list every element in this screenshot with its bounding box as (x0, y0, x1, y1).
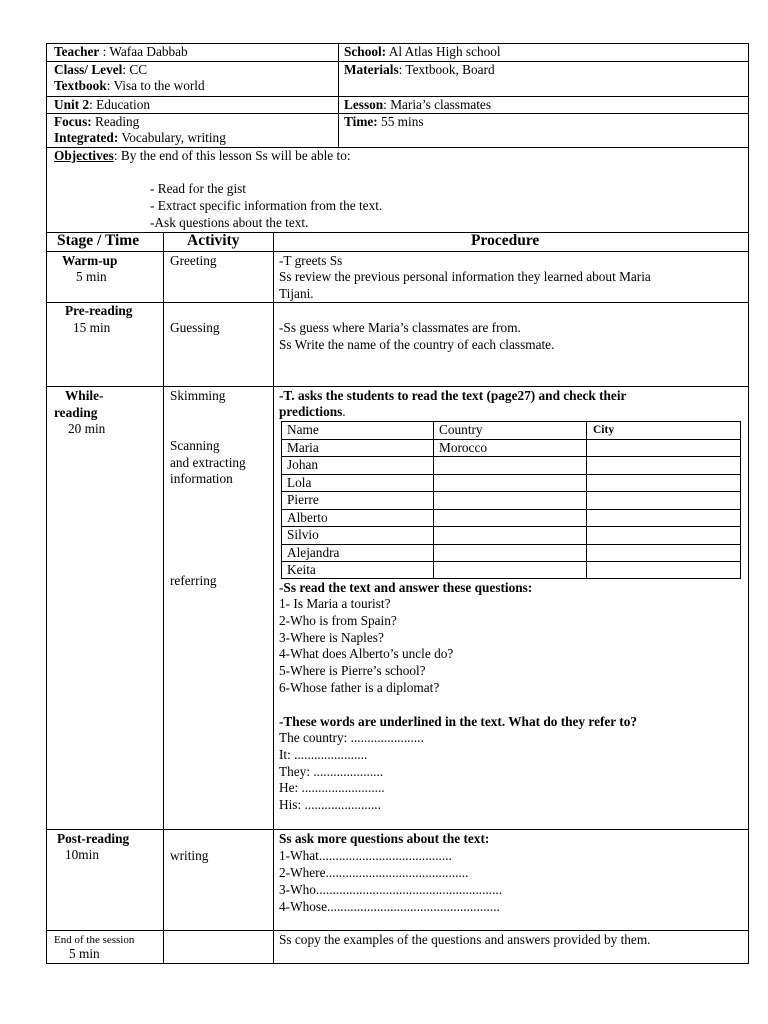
question-item: 1- Is Maria a tourist? (279, 596, 391, 611)
prereading-time: 15 min (73, 320, 111, 335)
stage-column-divider (163, 232, 164, 964)
integrated-label: Integrated: (54, 130, 119, 145)
lesson-field (344, 97, 491, 114)
table-cell: Lola (287, 474, 312, 490)
teacher-label: Teacher (54, 44, 100, 59)
activity-column-divider (273, 232, 274, 964)
prereading-stage: Pre-reading (65, 303, 133, 318)
objectives-intro: : By the end of this lesson Ss will be able to: (113, 148, 351, 163)
table-row-divider (281, 509, 741, 510)
warmup-procedure-line: Tijani. (279, 286, 314, 301)
focus-label: Focus: (54, 114, 92, 129)
table-cell: Keita (287, 562, 316, 577)
question-item: 6-Whose father is a diplomat? (279, 680, 440, 695)
table-cell: Alejandra (287, 544, 340, 560)
prereading-procedure-line: -Ss guess where Maria’s classmates are from. (279, 320, 521, 335)
integrated-field (54, 130, 226, 147)
postreading-title-text: Ss ask more questions about the text: (279, 831, 490, 846)
instruction-text: predictions (279, 404, 343, 419)
table-cell: Maria (287, 439, 319, 455)
row-divider (46, 930, 749, 931)
postreading-activity: writing (170, 848, 209, 863)
row-divider (46, 251, 749, 252)
question-item: 3-Where is Naples? (279, 629, 384, 645)
table-cell: Pierre (287, 492, 319, 507)
table-header-cell: City (593, 424, 615, 436)
table-row-divider (281, 474, 741, 475)
refer-item: It: ...................... (279, 746, 368, 762)
question-item: 2-Who is from Spain? (279, 612, 397, 628)
column-header-activity: Activity (187, 232, 240, 249)
table-row-divider (281, 561, 741, 562)
table-cell: Johan (287, 457, 319, 472)
questions-title-text: -Ss read the text and answer these questions: (279, 580, 533, 595)
whilereading-time: 20 min (68, 421, 106, 436)
warmup-procedure-line: -T greets Ss (279, 253, 343, 268)
objectives-heading (54, 148, 351, 165)
refer-item: They: ..................... (279, 763, 384, 779)
post-question-item: 3-Who........................................................ (279, 882, 503, 897)
whilereading-stage: While- (65, 388, 104, 403)
header-column-divider (338, 43, 339, 147)
table-row-divider (281, 456, 741, 457)
table-header-cell: Country (439, 422, 483, 437)
row-divider (46, 829, 749, 830)
table-column-divider (433, 421, 434, 579)
warmup-time: 5 min (76, 269, 107, 284)
school-value: Al Atlas High school (386, 44, 501, 59)
textbook-field (54, 78, 205, 95)
refer-item: He: ......................... (279, 780, 385, 796)
refer-title-text: -These words are underlined in the text. What do they refer to? (279, 714, 638, 729)
table-cell: Alberto (287, 509, 328, 525)
time-field (344, 114, 424, 131)
end-procedure: Ss copy the examples of the questions and answers provided by them. (279, 932, 651, 947)
question-item: 5-Where is Pierre’s school? (279, 663, 426, 679)
classmates-table (281, 421, 741, 579)
column-header-stage: Stage / Time (57, 232, 140, 249)
school-label: School: (344, 44, 387, 59)
materials-field (344, 62, 495, 79)
instruction-text: -T. asks the students to read the text (page27) and check their (279, 388, 627, 403)
column-header-procedure: Procedure (471, 232, 540, 249)
class-label: Class/ Level (54, 62, 123, 77)
objective-item: -Ask questions about the text. (150, 215, 309, 230)
table-row-divider (281, 544, 741, 545)
table-cell: Silvio (287, 527, 319, 542)
row-divider (46, 232, 749, 233)
materials-label: Materials (344, 62, 399, 77)
warmup-activity: Greeting (170, 253, 217, 268)
class-field (54, 62, 147, 79)
integrated-value: Vocabulary, writing (118, 130, 226, 145)
whilereading-activity: and extracting (170, 455, 246, 470)
teacher-value: : Wafaa Dabbab (99, 44, 188, 59)
postreading-title (279, 831, 489, 848)
prereading-activity: Guessing (170, 320, 220, 335)
whilereading-activity: information (170, 471, 233, 486)
row-divider (46, 302, 749, 303)
lesson-value: : Maria’s classmates (383, 97, 491, 112)
focus-field (54, 114, 139, 131)
end-stage: End of the session (54, 934, 135, 946)
postreading-stage: Post-reading (57, 831, 130, 846)
whilereading-stage: reading (54, 405, 98, 420)
post-question-item: 1-What........................................ (279, 848, 452, 863)
prereading-procedure-line: Ss Write the name of the country of each classmate. (279, 337, 555, 352)
table-row-divider (281, 439, 741, 440)
objectives-label: Objectives (54, 148, 114, 163)
postreading-time: 10min (65, 847, 99, 862)
materials-value: : Textbook, Board (398, 62, 495, 77)
table-row-divider (281, 491, 741, 492)
post-question-item: 2-Where........................................... (279, 865, 469, 880)
textbook-value: : Visa to the world (106, 78, 205, 93)
lesson-label: Lesson (344, 97, 384, 112)
warmup-procedure-line: Ss review the previous personal information they learned about Maria (279, 269, 651, 284)
unit-value: : Education (89, 97, 151, 112)
end-time: 5 min (69, 946, 100, 961)
table-header-cell: Name (287, 422, 319, 437)
whilereading-instruction (279, 404, 346, 421)
time-value: 55 mins (377, 114, 424, 129)
unit-label: Unit 2 (54, 97, 90, 112)
questions-title (279, 580, 532, 597)
textbook-label: Textbook (54, 78, 107, 93)
objective-item: - Read for the gist (150, 181, 247, 196)
unit-field (54, 97, 150, 114)
whilereading-activity: Skimming (170, 388, 226, 403)
row-divider (46, 386, 749, 387)
warmup-stage: Warm-up (62, 253, 118, 268)
teacher-field (54, 44, 188, 61)
refer-item: His: ....................... (279, 797, 381, 813)
whilereading-activity: Scanning (170, 438, 220, 453)
table-cell: Morocco (439, 439, 487, 455)
instruction-end: . (342, 404, 346, 419)
school-field (344, 44, 501, 61)
post-question-item: 4-Whose.................................................... (279, 899, 500, 914)
refer-item: The country: ...................... (279, 730, 424, 745)
class-value: : CC (122, 62, 148, 77)
question-item: 4-What does Alberto’s uncle do? (279, 646, 454, 662)
time-label: Time: (344, 114, 378, 129)
whilereading-activity: referring (170, 573, 217, 588)
table-column-divider (586, 421, 587, 579)
focus-value: Reading (91, 114, 140, 129)
refer-title (279, 714, 637, 731)
table-row-divider (281, 526, 741, 527)
whilereading-instruction (279, 388, 626, 405)
objective-item: - Extract specific information from the text. (150, 198, 383, 213)
